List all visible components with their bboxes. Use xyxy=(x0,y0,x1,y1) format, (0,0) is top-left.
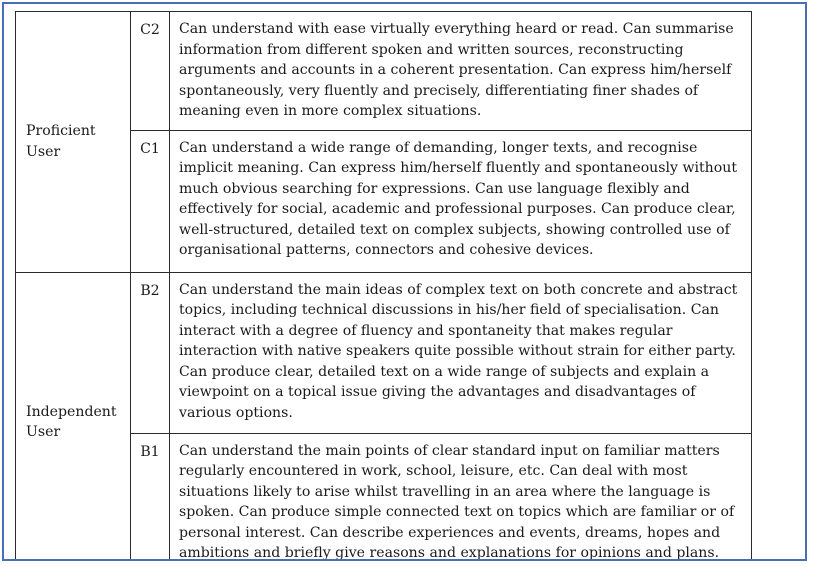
document-frame xyxy=(2,2,807,561)
table-row xyxy=(16,272,752,433)
level-code-c2: C2 xyxy=(131,12,170,131)
level-code-c1: C1 xyxy=(131,130,170,272)
level-description-c2: Can understand with ease virtually everything heard or read. Can summarise information from different spoken and written sources, reconstructing arguments and accounts in a coherent presentation. Can express him/herself spontaneously, very fluently and precisely, differentiating finer shades of meaning even in more complex situations. xyxy=(170,12,752,131)
level-code-b1: B1 xyxy=(131,433,170,561)
group-label-independent-user: Independent User xyxy=(16,272,131,561)
group-label-proficient-user: Proficient User xyxy=(16,12,131,273)
level-description-b2: Can understand the main ideas of complex text on both concrete and abstract topics, including technical discussions in his/her field of specialisation. Can interact with a degree of fluency and spontaneity that makes regular interaction with native speakers quite possible without strain for either party. Can produce clear, detailed text on a wide range of subjects and explain a viewpoint on a topical issue giving the advantages and disadvantages of various options. xyxy=(170,272,752,433)
table-row xyxy=(16,12,752,131)
cefr-levels-table xyxy=(15,11,752,561)
level-description-b1: Can understand the main points of clear standard input on familiar matters regularly encountered in work, school, leisure, etc. Can deal with most situations likely to arise whilst travelling in an area where the language is spoken. Can produce simple connected text on topics which are familiar or of personal interest. Can describe experiences and events, dreams, hopes and ambitions and briefly give reasons and explanations for opinions and plans. xyxy=(170,433,752,561)
level-description-c1: Can understand a wide range of demanding, longer texts, and recognise implicit meaning. Can express him/herself fluently and spontaneously without much obvious searching for expressions. Can use language flexibly and effectively for social, academic and professional purposes. Can produce clear, well-structured, detailed text on complex subjects, showing controlled use of organisational patterns, connectors and cohesive devices. xyxy=(170,130,752,272)
level-code-b2: B2 xyxy=(131,272,170,433)
